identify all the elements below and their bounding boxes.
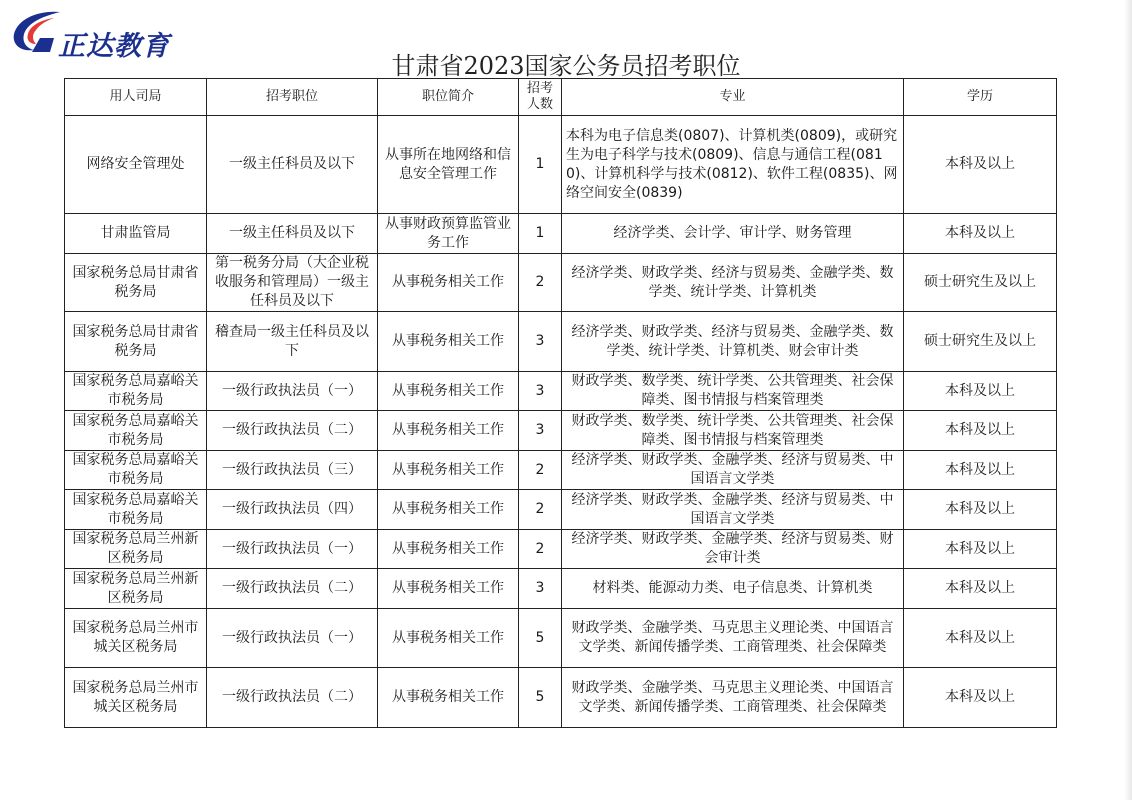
cell-position: 一级行政执法员（一） (207, 530, 378, 569)
cell-education: 本科及以上 (904, 609, 1057, 668)
cell-major: 经济学类、财政学类、经济与贸易类、金融学类、数学类、统计学类、计算机类 (562, 254, 904, 312)
cell-intro: 从事税务相关工作 (378, 668, 519, 728)
cell-unit: 国家税务总局兰州市城关区税务局 (65, 609, 207, 668)
header-position: 招考职位 (207, 79, 378, 116)
cell-count: 2 (519, 451, 562, 490)
positions-table (64, 78, 1057, 728)
page-edge-shadow (1124, 0, 1132, 800)
table-header-row (65, 79, 1057, 116)
cell-count: 3 (519, 569, 562, 609)
cell-major: 财政学类、数学类、统计学类、公共管理类、社会保障类、图书情报与档案管理类 (562, 411, 904, 451)
cell-count: 1 (519, 214, 562, 254)
table-row (65, 530, 1057, 569)
cell-position: 一级行政执法员（二） (207, 411, 378, 451)
table-row (65, 214, 1057, 254)
cell-education: 本科及以上 (904, 490, 1057, 530)
table-row (65, 668, 1057, 728)
table-row (65, 490, 1057, 530)
cell-education: 本科及以上 (904, 411, 1057, 451)
cell-education: 本科及以上 (904, 372, 1057, 411)
cell-unit: 国家税务总局兰州新区税务局 (65, 530, 207, 569)
cell-unit: 国家税务总局嘉峪关市税务局 (65, 411, 207, 451)
cell-major: 财政学类、数学类、统计学类、公共管理类、社会保障类、图书情报与档案管理类 (562, 372, 904, 411)
cell-education: 本科及以上 (904, 668, 1057, 728)
cell-unit: 国家税务总局兰州新区税务局 (65, 569, 207, 609)
cell-unit: 甘肃监管局 (65, 214, 207, 254)
cell-count: 3 (519, 372, 562, 411)
cell-major: 本科为电子信息类(0807)、计算机类(0809)，或研究生为电子科学与技术(0809)、信息与通信工程(0810)、计算机科学与技术(0812)、软件工程(0835)、网络空间安全(0839) (562, 116, 904, 214)
cell-intro: 从事财政预算监管业务工作 (378, 214, 519, 254)
cell-position: 一级行政执法员（二） (207, 569, 378, 609)
cell-count: 5 (519, 609, 562, 668)
cell-intro: 从事税务相关工作 (378, 312, 519, 372)
cell-count: 2 (519, 254, 562, 312)
header-count: 招考人数 (519, 79, 562, 116)
cell-position: 一级行政执法员（一） (207, 609, 378, 668)
header-intro: 职位简介 (378, 79, 519, 116)
header-unit: 用人司局 (65, 79, 207, 116)
header-major: 专业 (562, 79, 904, 116)
cell-education: 本科及以上 (904, 530, 1057, 569)
cell-major: 财政学类、金融学类、马克思主义理论类、中国语言文学类、新闻传播学类、工商管理类、社会保障类 (562, 668, 904, 728)
table-row (65, 411, 1057, 451)
cell-major: 经济学类、财政学类、经济与贸易类、金融学类、数学类、统计学类、计算机类、财会审计类 (562, 312, 904, 372)
cell-position: 一级行政执法员（三） (207, 451, 378, 490)
cell-intro: 从事税务相关工作 (378, 569, 519, 609)
cell-unit: 国家税务总局甘肃省税务局 (65, 254, 207, 312)
cell-count: 3 (519, 312, 562, 372)
cell-position: 第一税务分局（大企业税收服务和管理局）一级主任科员及以下 (207, 254, 378, 312)
cell-intro: 从事税务相关工作 (378, 254, 519, 312)
cell-count: 2 (519, 490, 562, 530)
header-education: 学历 (904, 79, 1057, 116)
cell-position: 一级主任科员及以下 (207, 116, 378, 214)
cell-count: 3 (519, 411, 562, 451)
cell-intro: 从事税务相关工作 (378, 411, 519, 451)
table-row (65, 569, 1057, 609)
cell-major: 经济学类、财政学类、金融学类、经济与贸易类、中国语言文学类 (562, 451, 904, 490)
cell-major: 经济学类、财政学类、金融学类、经济与贸易类、中国语言文学类 (562, 490, 904, 530)
cell-position: 一级行政执法员（四） (207, 490, 378, 530)
table-row (65, 609, 1057, 668)
cell-unit: 国家税务总局兰州市城关区税务局 (65, 668, 207, 728)
cell-major: 经济学类、财政学类、金融学类、经济与贸易类、财会审计类 (562, 530, 904, 569)
cell-education: 本科及以上 (904, 214, 1057, 254)
page-title: 甘肃省2023国家公务员招考职位 (391, 52, 741, 80)
cell-education: 硕士研究生及以上 (904, 254, 1057, 312)
cell-position: 一级行政执法员（二） (207, 668, 378, 728)
cell-intro: 从事税务相关工作 (378, 451, 519, 490)
table-row (65, 451, 1057, 490)
logo-text: 正达教育 (58, 31, 170, 62)
table-row (65, 372, 1057, 411)
cell-education: 本科及以上 (904, 116, 1057, 214)
cell-count: 2 (519, 530, 562, 569)
cell-position: 一级主任科员及以下 (207, 214, 378, 254)
cell-position: 一级行政执法员（一） (207, 372, 378, 411)
cell-unit: 网络安全管理处 (65, 116, 207, 214)
cell-major: 经济学类、会计学、审计学、财务管理 (562, 214, 904, 254)
cell-education: 本科及以上 (904, 451, 1057, 490)
cell-major: 材料类、能源动力类、电子信息类、计算机类 (562, 569, 904, 609)
cell-count: 1 (519, 116, 562, 214)
table-row (65, 116, 1057, 214)
cell-major: 财政学类、金融学类、马克思主义理论类、中国语言文学类、新闻传播学类、工商管理类、社会保障类 (562, 609, 904, 668)
cell-position: 稽查局一级主任科员及以下 (207, 312, 378, 372)
cell-intro: 从事税务相关工作 (378, 530, 519, 569)
cell-unit: 国家税务总局嘉峪关市税务局 (65, 490, 207, 530)
cell-unit: 国家税务总局嘉峪关市税务局 (65, 451, 207, 490)
table-row (65, 254, 1057, 312)
cell-education: 硕士研究生及以上 (904, 312, 1057, 372)
cell-count: 5 (519, 668, 562, 728)
cell-intro: 从事税务相关工作 (378, 372, 519, 411)
cell-intro: 从事税务相关工作 (378, 609, 519, 668)
table-row (65, 312, 1057, 372)
cell-intro: 从事所在地网络和信息安全管理工作 (378, 116, 519, 214)
cell-intro: 从事税务相关工作 (378, 490, 519, 530)
cell-education: 本科及以上 (904, 569, 1057, 609)
cell-unit: 国家税务总局嘉峪关市税务局 (65, 372, 207, 411)
cell-unit: 国家税务总局甘肃省税务局 (65, 312, 207, 372)
